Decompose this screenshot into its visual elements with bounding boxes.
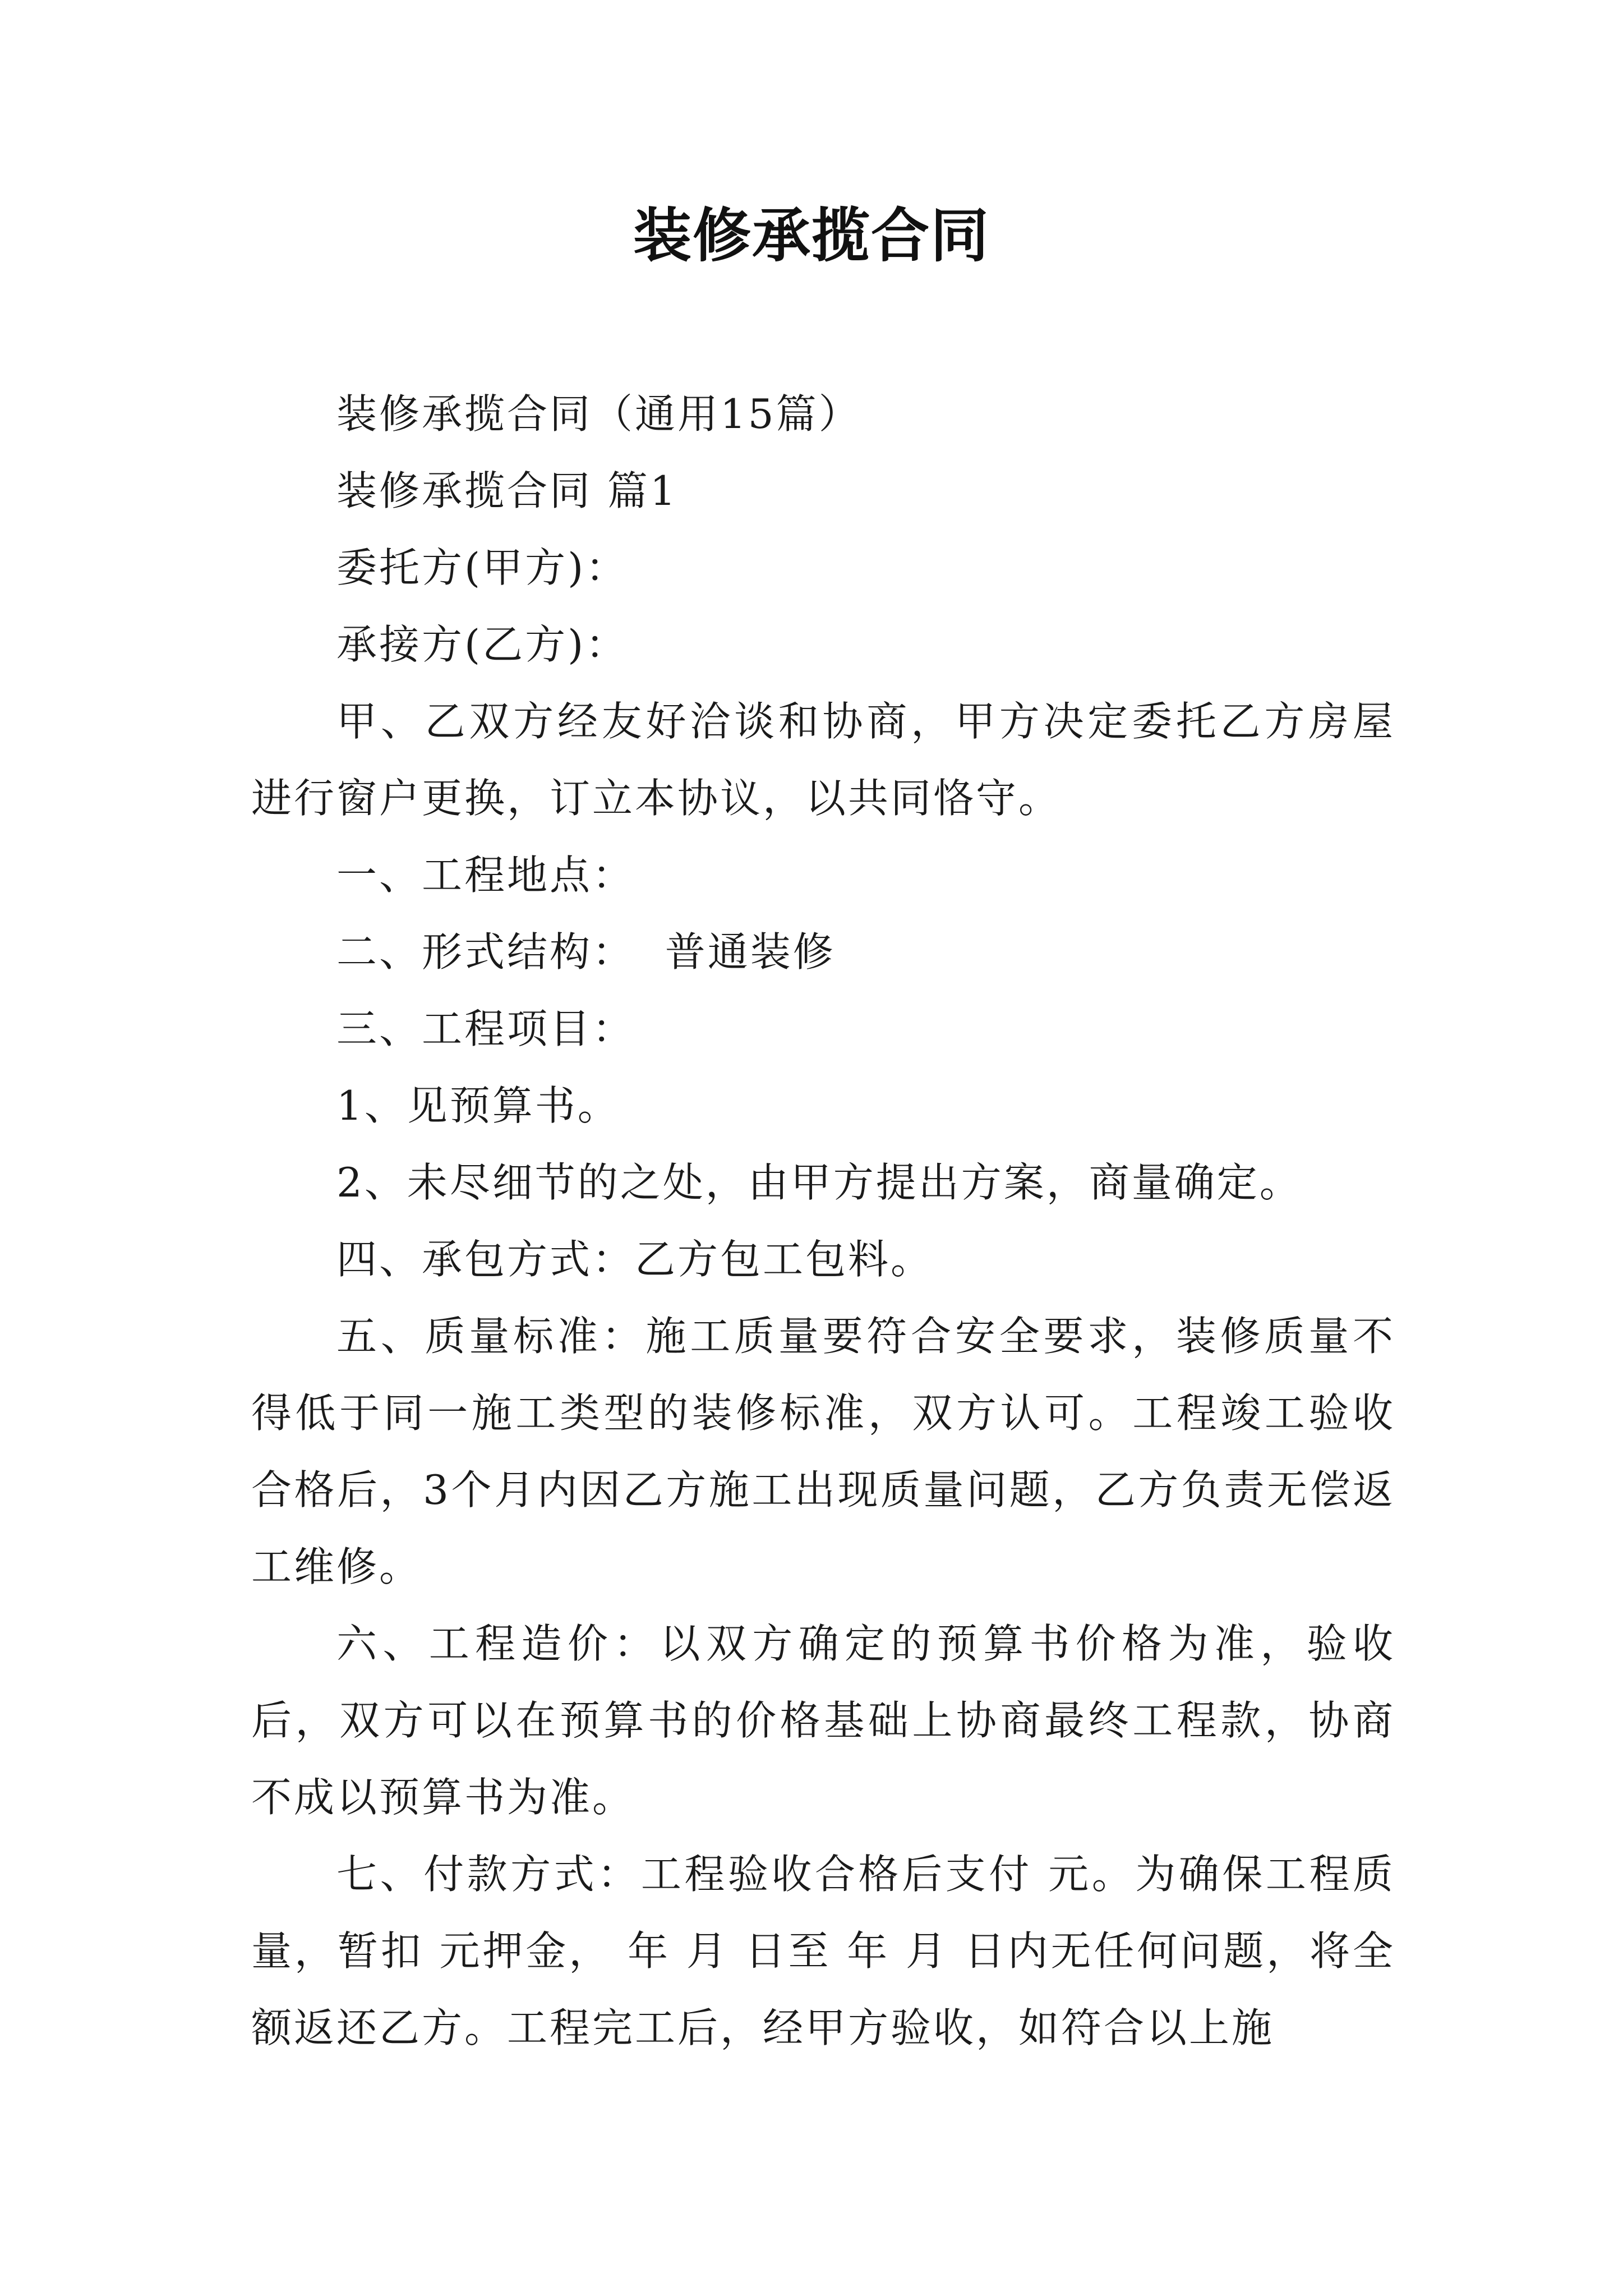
paragraph-clause-4: 四、承包方式：乙方包工包料。 bbox=[336, 1236, 934, 1283]
paragraph-clause-1: 一、工程地点： bbox=[336, 852, 635, 899]
paragraph-party-a: 委托方(甲方)： bbox=[336, 544, 629, 591]
paragraph-preamble: 甲、乙双方经友好洽谈和协商，甲方决定委托乙方房屋进行窗户更换，订立本协议，以共同恪守。 bbox=[251, 698, 1395, 822]
document-body bbox=[251, 376, 1395, 2067]
paragraph-clause-5: 五、质量标准：施工质量要符合安全要求，装修质量不得低于同一施工类型的装修标准，双方认可。工程竣工验收合格后，3个月内因乙方施工出现质量问题，乙方负责无偿返工维修。 bbox=[251, 1313, 1395, 1590]
paragraph-item-2: 2、未尽细节的之处，由甲方提出方案，商量确定。 bbox=[336, 1159, 1302, 1206]
paragraph-clause-3: 三、工程项目： bbox=[336, 1005, 635, 1052]
paragraph-collection-title: 装修承揽合同（通用15篇） bbox=[336, 390, 861, 438]
document-title: 装修承揽合同 bbox=[633, 201, 990, 270]
paragraph-item-1: 1、见预算书。 bbox=[336, 1082, 620, 1129]
paragraph-clause-6: 六、工程造价：以双方确定的预算书价格为准，验收后，双方可以在预算书的价格基础上协商最终工程款，协商不成以预算书为准。 bbox=[251, 1620, 1395, 1821]
paragraph-clause-7: 七、付款方式：工程验收合格后支付 元。为确保工程质量，暂扣 元押金， 年 月 日至 年 月 日内无任何问题，将全额返还乙方。工程完工后，经甲方验收，如符合以上施 bbox=[251, 1851, 1395, 2051]
paragraph-section-heading: 装修承揽合同 篇1 bbox=[336, 467, 678, 514]
paragraph-party-b: 承接方(乙方)： bbox=[336, 621, 629, 668]
paragraph-clause-2: 二、形式结构： 普通装修 bbox=[336, 928, 836, 976]
